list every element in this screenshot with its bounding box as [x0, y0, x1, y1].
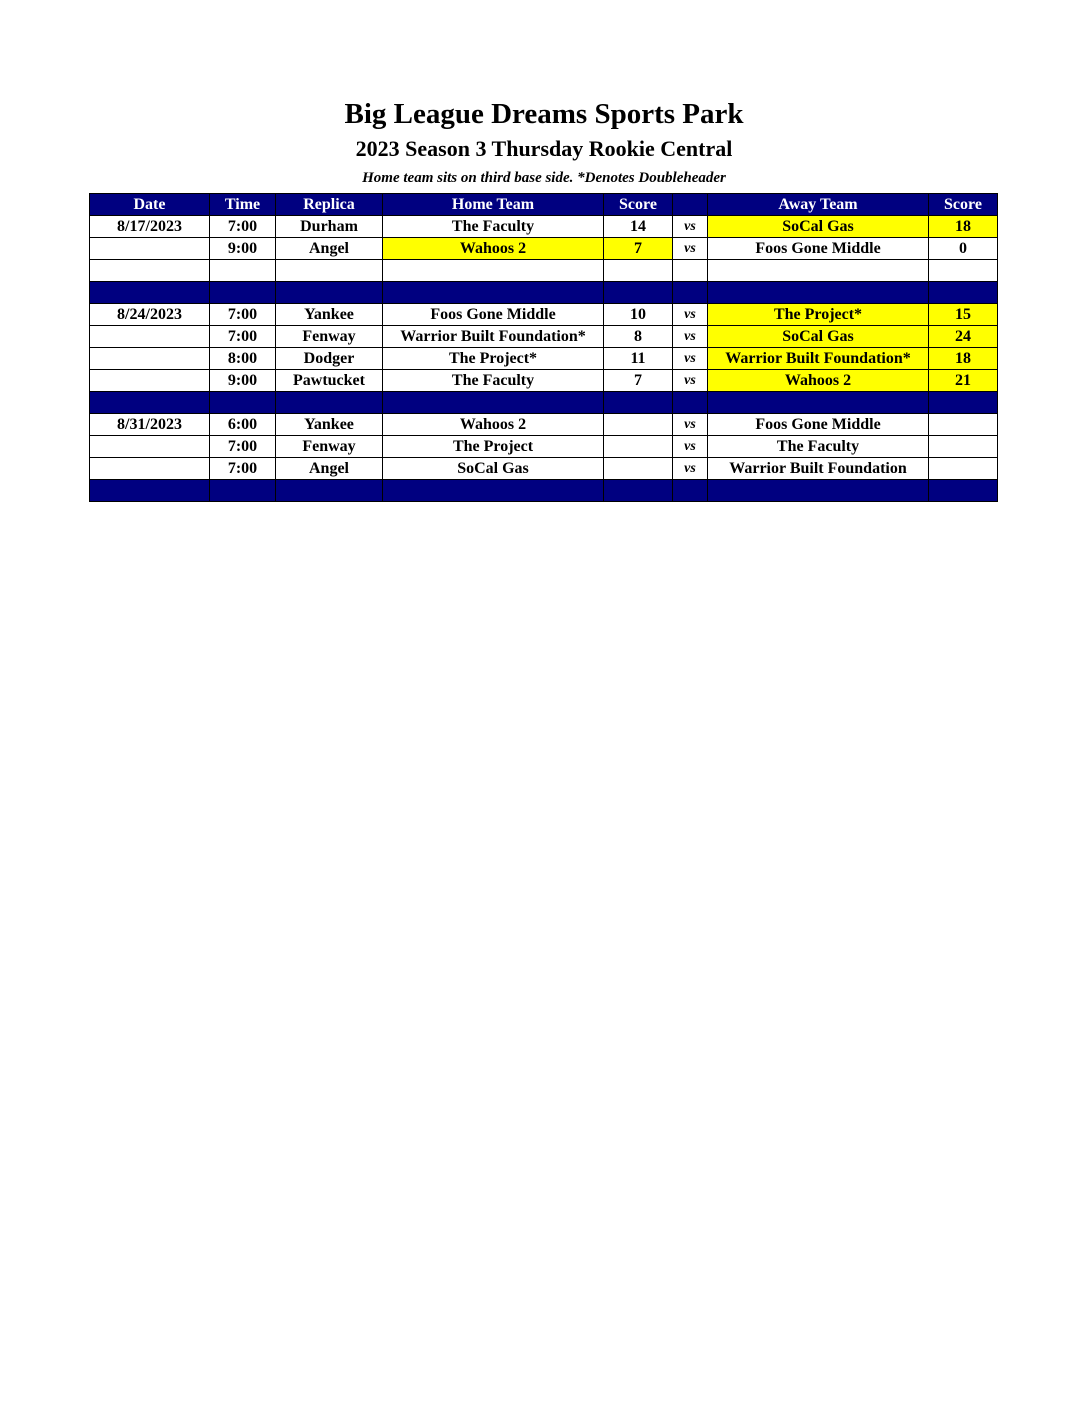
- game-date: 8/17/2023: [90, 216, 210, 238]
- home-team: The Project*: [383, 348, 604, 370]
- game-time: 7:00: [210, 304, 276, 326]
- away-team: Warrior Built Foundation*: [708, 348, 929, 370]
- away-score: 21: [929, 370, 998, 392]
- away-team: Foos Gone Middle: [708, 414, 929, 436]
- col-header-time: Time: [210, 194, 276, 216]
- empty-cell: [90, 260, 210, 282]
- game-time: 7:00: [210, 216, 276, 238]
- field-replica: Fenway: [276, 326, 383, 348]
- separator-cell: [708, 282, 929, 304]
- separator-cell: [929, 392, 998, 414]
- away-score: [929, 458, 998, 480]
- game-time: 7:00: [210, 326, 276, 348]
- home-team: The Project: [383, 436, 604, 458]
- vs-label: vs: [673, 370, 708, 392]
- game-time: 6:00: [210, 414, 276, 436]
- separator-cell: [673, 392, 708, 414]
- vs-label: vs: [673, 458, 708, 480]
- game-row: [90, 458, 998, 480]
- vs-label: vs: [673, 414, 708, 436]
- separator-cell: [673, 282, 708, 304]
- away-team: The Faculty: [708, 436, 929, 458]
- away-score: 18: [929, 348, 998, 370]
- field-replica: Yankee: [276, 414, 383, 436]
- home-score: 14: [604, 216, 673, 238]
- home-score: [604, 436, 673, 458]
- game-date: [90, 238, 210, 260]
- separator-cell: [90, 480, 210, 502]
- home-team: Wahoos 2: [383, 414, 604, 436]
- home-team: Warrior Built Foundation*: [383, 326, 604, 348]
- vs-label: vs: [673, 348, 708, 370]
- page-subtitle: 2023 Season 3 Thursday Rookie Central: [355, 136, 733, 161]
- col-header-away-team: Away Team: [708, 194, 929, 216]
- separator-cell: [210, 282, 276, 304]
- game-time: 8:00: [210, 348, 276, 370]
- game-row: [90, 326, 998, 348]
- schedule-table: [89, 193, 998, 502]
- home-team: The Faculty: [383, 370, 604, 392]
- vs-label: vs: [673, 304, 708, 326]
- game-date: [90, 458, 210, 480]
- game-date: 8/31/2023: [90, 414, 210, 436]
- separator-cell: [708, 480, 929, 502]
- field-replica: Pawtucket: [276, 370, 383, 392]
- empty-cell: [604, 260, 673, 282]
- field-replica: Angel: [276, 238, 383, 260]
- field-replica: Angel: [276, 458, 383, 480]
- home-team: Foos Gone Middle: [383, 304, 604, 326]
- empty-cell: [210, 260, 276, 282]
- field-replica: Fenway: [276, 436, 383, 458]
- separator-cell: [604, 480, 673, 502]
- table-header-row: [90, 194, 998, 216]
- away-score: 24: [929, 326, 998, 348]
- separator-cell: [276, 392, 383, 414]
- away-score: [929, 436, 998, 458]
- vs-label: vs: [673, 436, 708, 458]
- game-date: [90, 370, 210, 392]
- separator-cell: [383, 282, 604, 304]
- away-team: Warrior Built Foundation: [708, 458, 929, 480]
- separator-cell: [604, 392, 673, 414]
- week-separator-row: [90, 480, 998, 502]
- home-score: 7: [604, 238, 673, 260]
- game-row: [90, 238, 998, 260]
- col-header-away-score: Score: [929, 194, 998, 216]
- home-score: 11: [604, 348, 673, 370]
- game-row: [90, 348, 998, 370]
- col-header-replica: Replica: [276, 194, 383, 216]
- field-replica: Yankee: [276, 304, 383, 326]
- away-team: Wahoos 2: [708, 370, 929, 392]
- separator-cell: [210, 480, 276, 502]
- away-team: The Project*: [708, 304, 929, 326]
- col-header-date: Date: [90, 194, 210, 216]
- week-separator-row: [90, 282, 998, 304]
- separator-cell: [90, 392, 210, 414]
- separator-cell: [276, 282, 383, 304]
- home-team: The Faculty: [383, 216, 604, 238]
- away-team: Foos Gone Middle: [708, 238, 929, 260]
- home-score: [604, 414, 673, 436]
- home-score: 10: [604, 304, 673, 326]
- separator-cell: [708, 392, 929, 414]
- field-replica: Durham: [276, 216, 383, 238]
- empty-cell: [276, 260, 383, 282]
- game-row: [90, 370, 998, 392]
- home-score: [604, 458, 673, 480]
- home-team: Wahoos 2: [383, 238, 604, 260]
- game-date: [90, 326, 210, 348]
- page-title: Big League Dreams Sports Park: [344, 98, 744, 130]
- field-replica: Dodger: [276, 348, 383, 370]
- separator-cell: [604, 282, 673, 304]
- vs-label: vs: [673, 238, 708, 260]
- separator-cell: [276, 480, 383, 502]
- game-row: [90, 216, 998, 238]
- separator-cell: [929, 282, 998, 304]
- col-header-home-score: Score: [604, 194, 673, 216]
- empty-cell: [929, 260, 998, 282]
- schedule-body: [90, 216, 998, 502]
- col-header-home-team: Home Team: [383, 194, 604, 216]
- empty-cell: [383, 260, 604, 282]
- game-row: [90, 436, 998, 458]
- away-score: [929, 414, 998, 436]
- game-row: [90, 414, 998, 436]
- game-time: 9:00: [210, 238, 276, 260]
- away-score: 0: [929, 238, 998, 260]
- vs-label: vs: [673, 216, 708, 238]
- separator-cell: [673, 480, 708, 502]
- col-header-vs: [673, 194, 708, 216]
- empty-row: [90, 260, 998, 282]
- schedule-note: Home team sits on third base side. *Denotes Doubleheader: [362, 170, 726, 186]
- game-time: 9:00: [210, 370, 276, 392]
- home-score: 7: [604, 370, 673, 392]
- separator-cell: [383, 392, 604, 414]
- home-team: SoCal Gas: [383, 458, 604, 480]
- week-separator-row: [90, 392, 998, 414]
- away-score: 18: [929, 216, 998, 238]
- empty-cell: [708, 260, 929, 282]
- away-team: SoCal Gas: [708, 216, 929, 238]
- game-time: 7:00: [210, 458, 276, 480]
- separator-cell: [929, 480, 998, 502]
- separator-cell: [90, 282, 210, 304]
- separator-cell: [210, 392, 276, 414]
- game-date: [90, 436, 210, 458]
- separator-cell: [383, 480, 604, 502]
- home-score: 8: [604, 326, 673, 348]
- game-date: [90, 348, 210, 370]
- game-time: 7:00: [210, 436, 276, 458]
- away-score: 15: [929, 304, 998, 326]
- game-date: 8/24/2023: [90, 304, 210, 326]
- empty-cell: [673, 260, 708, 282]
- away-team: SoCal Gas: [708, 326, 929, 348]
- vs-label: vs: [673, 326, 708, 348]
- game-row: [90, 304, 998, 326]
